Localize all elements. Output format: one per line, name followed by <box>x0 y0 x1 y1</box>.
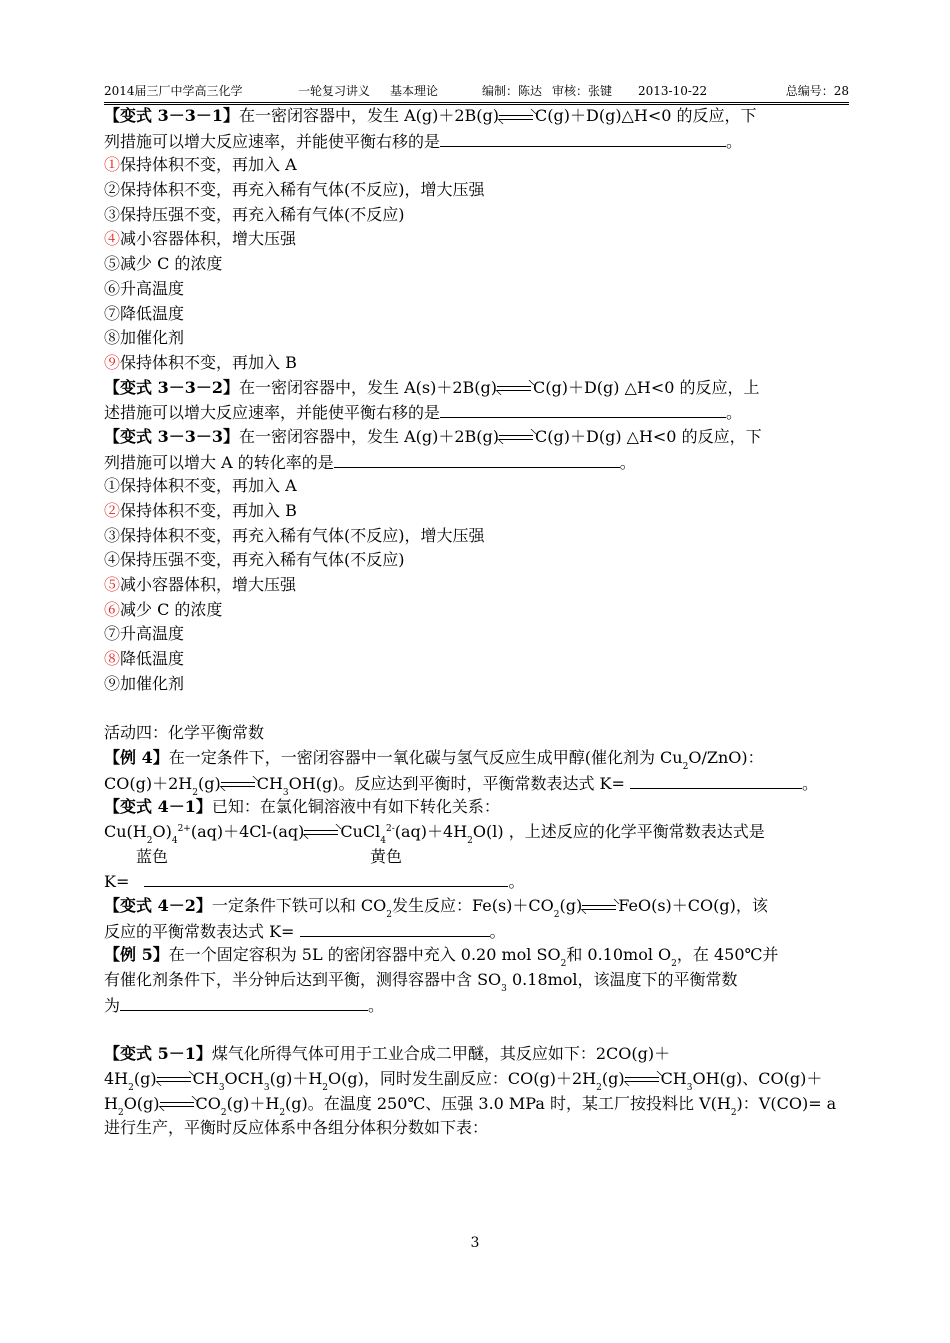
v333-options <box>104 474 850 696</box>
option-item <box>104 326 850 351</box>
v42-line-1 <box>104 894 850 919</box>
subscript: 2 <box>671 959 677 970</box>
v51-eq-c: CH <box>192 1068 219 1088</box>
v41-title: 【变式 4－1】 <box>104 797 212 817</box>
option-number: ⑦ <box>104 303 121 323</box>
ex5-end: 。 <box>368 995 385 1015</box>
subscript: 3 <box>282 787 289 798</box>
ex5-text-d: 有催化剂条件下，半分钟后达到平衡，测得容器中含 SO <box>104 970 502 990</box>
v51-eq-a: 4H <box>104 1068 129 1088</box>
document-body <box>104 104 850 1141</box>
v331-answer-blank[interactable] <box>440 129 726 147</box>
v51-text: 煤气化所得气体可用于工业合成二甲醚，其反应如下：2CO(g)＋ <box>211 1044 671 1064</box>
v41-k-label: K= <box>104 872 130 892</box>
option-number: ⑧ <box>104 328 121 348</box>
subscript: 2 <box>192 787 198 798</box>
v331-line-1 <box>104 104 850 129</box>
v51-eq-m: (g)＋H <box>226 1093 280 1113</box>
equilibrium-arrow-icon <box>625 1074 661 1084</box>
option-number: ⑦ <box>104 624 121 644</box>
subscript: 3 <box>263 1082 270 1093</box>
v42-question: 反应的平衡常数表达式 K= <box>104 921 295 941</box>
ex4-text: 在一定条件下，一密闭容器中一氧化碳与氢气反应生成甲醇(催化剂为 Cu <box>168 747 683 767</box>
ex4-answer-blank[interactable] <box>630 771 802 789</box>
header-reviewer: 审核：张键 <box>552 84 613 98</box>
option-text: 加催化剂 <box>120 328 185 348</box>
option-item <box>104 178 850 203</box>
option-number: ① <box>104 476 121 496</box>
option-item <box>104 302 850 327</box>
v331-line-2 <box>104 129 850 154</box>
header-school: 2014届三厂中学高三化学 <box>104 84 243 98</box>
option-text: 减少 C 的浓度 <box>120 599 223 619</box>
ex5-line-1 <box>104 943 850 968</box>
v51-eq-j: H <box>104 1093 118 1113</box>
subscript: 2 <box>560 959 567 970</box>
ex4-title: 【例 4】 <box>104 747 169 767</box>
equilibrium-arrow-icon <box>582 902 618 912</box>
option-text: 保持体积不变，再加入 A <box>120 155 297 175</box>
ex5-text: 在一个固定容积为 5L 的密闭容器中充入 0.20 mol SO <box>168 945 561 965</box>
option-text: 保持体积不变，再充入稀有气体(不反应)，增大压强 <box>120 525 485 545</box>
option-number: ⑨ <box>104 673 121 693</box>
option-number: ④ <box>104 229 121 249</box>
option-number: ③ <box>104 525 121 545</box>
ex4-eq-c: CH <box>256 773 283 793</box>
header-date: 2013-10-22 <box>638 84 708 98</box>
v333-line-1 <box>104 425 850 450</box>
option-number: ⑤ <box>104 575 121 595</box>
option-text: 降低温度 <box>120 649 185 669</box>
ex5-title: 【例 5】 <box>104 945 169 965</box>
v41-eq-e: (aq)＋4H <box>394 821 468 841</box>
ex4-eq-d: OH(g)。反应达到平衡时，平衡常数表达式 K= <box>288 773 625 793</box>
v333-line-2 <box>104 450 850 475</box>
equilibrium-arrow-icon <box>304 827 340 837</box>
v51-line-1 <box>104 1042 850 1067</box>
subscript: 3 <box>501 984 507 995</box>
option-text: 降低温度 <box>120 303 185 323</box>
v333-text-b: C(g)＋D(g) △H<0 的反应，下 <box>535 426 762 446</box>
v51-eq-k: O(g) <box>123 1093 160 1113</box>
v41-line-1 <box>104 795 850 820</box>
option-number: ⑤ <box>104 254 121 274</box>
v41-eq-f: O(l) ，上述反应的化学平衡常数表达式是 <box>472 821 765 841</box>
v51-eq-f: O(g)，同时发生副反应：CO(g)＋2H <box>328 1068 597 1088</box>
ex4-line-1 <box>104 746 850 771</box>
equilibrium-arrow-icon <box>160 1099 196 1109</box>
v51-eq-i: OH(g)、CO(g)＋ <box>692 1068 823 1088</box>
subscript: 2 <box>117 1107 124 1118</box>
v331-text: 在一密闭容器中，发生 A(g)＋2B(g) <box>238 106 500 125</box>
header-course: 一轮复习讲义 <box>298 84 371 98</box>
ex4-text-b: O/ZnO)： <box>688 747 764 767</box>
ex5-line-2 <box>104 968 850 993</box>
v42-line-2 <box>104 919 850 944</box>
ex5-line-3 <box>104 993 850 1018</box>
v51-eq-l: CO <box>195 1093 221 1113</box>
option-item <box>104 252 850 277</box>
ex5-text-b: 和 0.10mol O <box>566 945 672 965</box>
v42-end: 。 <box>489 921 506 941</box>
v331-options <box>104 153 850 375</box>
v42-text: 一定条件下铁可以和 CO <box>211 896 387 915</box>
ex4-end: 。 <box>801 773 818 793</box>
v51-eq-e: (g)＋H <box>269 1068 323 1088</box>
page-number: 3 <box>470 1235 480 1251</box>
option-item <box>104 227 850 252</box>
v333-answer-blank[interactable] <box>334 450 620 468</box>
v41-eq-c: (aq)＋4Cl-(aq) <box>190 821 305 841</box>
subscript: 2 <box>386 910 393 920</box>
ex5-answer-blank[interactable] <box>120 993 368 1011</box>
ex5-text-f: 为 <box>104 995 121 1015</box>
option-text: 保持体积不变，再加入 B <box>120 501 297 520</box>
activity4-heading: 活动四：化学平衡常数 <box>104 723 265 743</box>
page-header <box>104 84 849 105</box>
v42-text-b: 发生反应：Fe(s)＋CO <box>392 896 554 915</box>
ex4-eq-b: (g) <box>197 773 221 793</box>
subscript: 2 <box>730 1107 737 1118</box>
subscript: 3 <box>218 1082 225 1093</box>
option-text: 保持压强不变，再充入稀有气体(不反应) <box>120 550 405 570</box>
subscript: 2 <box>322 1082 329 1093</box>
ex5-text-e: 0.18mol，该温度下的平衡常数 <box>512 970 738 990</box>
v51-line-4: 进行生产，平衡时反应体系中各组分体积分数如下表： <box>104 1118 489 1138</box>
option-text: 加催化剂 <box>120 673 185 693</box>
option-text: 减小容器体积，增大压强 <box>120 575 297 595</box>
v41-text: 已知：在氯化铜溶液中有如下转化关系： <box>211 797 500 817</box>
subscript: 4 <box>171 835 178 846</box>
equilibrium-arrow-icon <box>157 1074 193 1084</box>
v332-answer-blank[interactable] <box>440 400 726 418</box>
v332-line-2 <box>104 400 850 425</box>
option-item <box>104 203 850 228</box>
ex5-text-c: ，在 450℃并 <box>676 945 779 965</box>
superscript: 2+ <box>177 823 191 834</box>
v41-eq-a: Cu(H <box>104 821 147 841</box>
option-number: ⑧ <box>104 649 121 669</box>
option-item <box>104 598 850 623</box>
label-yellow: 黄色 <box>370 846 403 866</box>
option-item <box>104 277 850 302</box>
option-item <box>104 474 850 499</box>
v41-line-4 <box>104 869 850 894</box>
subscript: 4 <box>380 835 386 846</box>
option-item <box>104 647 850 672</box>
v51-line-2 <box>104 1067 850 1092</box>
v332-text: 在一密闭容器中，发生 A(s)＋2B(g) <box>238 377 497 397</box>
option-item <box>104 524 850 549</box>
v42-title: 【变式 4－2】 <box>104 896 212 915</box>
v51-eq-n: (g)。在温度 250℃、压强 3.0 MPa 时，某工厂按投料比 V(H <box>285 1093 731 1113</box>
v332-question: 述措施可以增大反应速率，并能使平衡右移的是 <box>104 403 441 423</box>
equilibrium-arrow-icon <box>221 779 257 789</box>
v51-eq-b: (g) <box>133 1068 157 1088</box>
v331-question: 列措施可以增大反应速率，并能使平衡右移的是 <box>104 131 441 151</box>
v51-line-3 <box>104 1092 850 1117</box>
v41-eq-d: CuCl <box>340 821 381 841</box>
v51-title: 【变式 5－1】 <box>104 1044 212 1064</box>
v332-line-1 <box>104 376 850 401</box>
option-item <box>104 548 850 573</box>
v51-eq-d: OCH <box>224 1068 264 1088</box>
subscript: 2 <box>128 1082 134 1093</box>
spacer <box>104 697 850 722</box>
option-number: ⑥ <box>104 278 121 298</box>
subscript: 2 <box>220 1107 227 1118</box>
v332-end: 。 <box>726 403 743 423</box>
v331-end: 。 <box>726 131 743 151</box>
v331-text-b: C(g)＋D(g)△H<0 的反应，下 <box>535 106 757 125</box>
v41-answer-blank[interactable] <box>144 869 508 887</box>
v332-title: 【变式 3－3－2】 <box>104 377 239 397</box>
option-number: ② <box>104 180 121 200</box>
option-text: 保持压强不变，再充入稀有气体(不反应) <box>120 204 405 224</box>
v41-color-labels <box>104 845 850 870</box>
v51-eq-g: (g) <box>601 1068 625 1088</box>
v51-eq-h: CH <box>660 1068 687 1088</box>
option-number: ⑨ <box>104 352 121 372</box>
option-text: 保持体积不变，再充入稀有气体(不反应)，增大压强 <box>120 180 485 200</box>
ex4-line-2 <box>104 771 850 796</box>
option-item <box>104 351 850 376</box>
v331-title: 【变式 3－3－1】 <box>104 106 239 125</box>
equilibrium-arrow-icon <box>499 112 535 122</box>
option-text: 减小容器体积，增大压强 <box>120 229 297 249</box>
v332-text-b: C(g)＋D(g) △H<0 的反应，上 <box>533 377 760 397</box>
option-text: 升高温度 <box>120 624 185 644</box>
v41-eq-b: O) <box>152 821 172 841</box>
subscript: 2 <box>553 910 560 920</box>
superscript: 2- <box>385 823 395 834</box>
option-item <box>104 573 850 598</box>
option-number: ② <box>104 501 121 520</box>
option-number: ④ <box>104 550 121 570</box>
subscript: 2 <box>467 835 473 846</box>
option-item <box>104 499 850 524</box>
v41-end: 。 <box>508 872 525 892</box>
v333-title: 【变式 3－3－3】 <box>104 426 239 446</box>
equilibrium-arrow-icon <box>499 432 535 442</box>
option-text: 保持体积不变，再加入 A <box>120 476 297 496</box>
header-serial: 总编号：28 <box>785 84 849 98</box>
header-editor: 编制：陈达 <box>482 84 543 98</box>
v41-line-2 <box>104 820 850 845</box>
option-item <box>104 153 850 178</box>
option-text: 减少 C 的浓度 <box>120 254 223 274</box>
option-text: 保持体积不变，再加入 B <box>120 352 297 372</box>
option-number: ① <box>104 155 121 175</box>
subscript: 2 <box>682 761 689 772</box>
equilibrium-arrow-icon <box>497 383 533 393</box>
label-blue: 蓝色 <box>136 846 169 866</box>
ex4-eq-a: CO(g)＋2H <box>104 773 193 793</box>
option-number: ③ <box>104 204 121 224</box>
subscript: 2 <box>279 1107 286 1118</box>
v333-text: 在一密闭容器中，发生 A(g)＋2B(g) <box>238 426 500 446</box>
spacer <box>104 1017 850 1042</box>
subscript: 2 <box>596 1082 602 1093</box>
option-number: ⑥ <box>104 599 121 619</box>
option-item <box>104 622 850 647</box>
v51-eq-o: )：V(CO)= a <box>736 1093 837 1113</box>
v42-answer-blank[interactable] <box>300 919 490 937</box>
subscript: 3 <box>686 1082 693 1093</box>
v42-text-d: FeO(s)＋CO(g)，该 <box>618 896 768 915</box>
v42-text-c: (g) <box>559 896 583 915</box>
subscript: 2 <box>146 835 153 846</box>
option-text: 升高温度 <box>120 278 185 298</box>
option-item <box>104 672 850 697</box>
v333-question: 列措施可以增大 A 的转化率的是 <box>104 452 334 472</box>
v333-end: 。 <box>619 452 636 472</box>
header-topic: 基本理论 <box>390 84 439 98</box>
